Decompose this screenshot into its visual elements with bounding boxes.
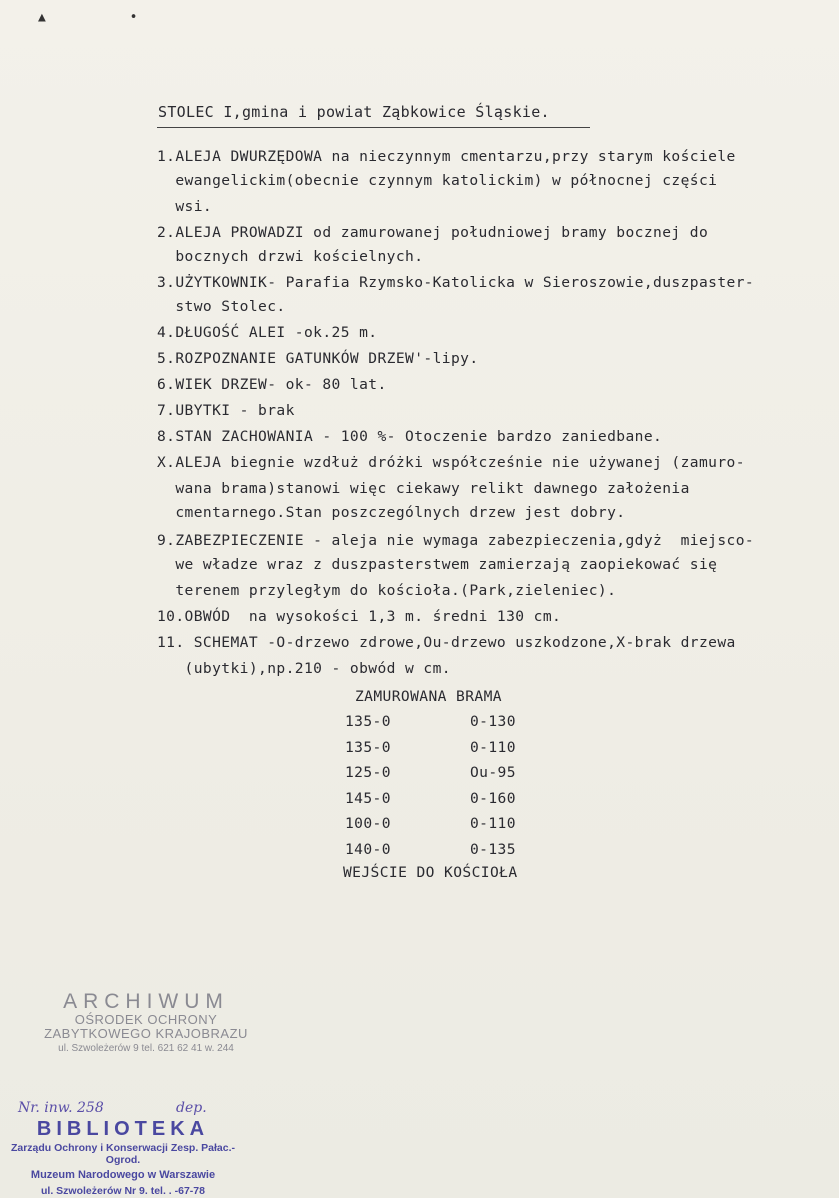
body-line: ewangelickim(obecnie czynnym katolickim) w północnej części	[157, 172, 718, 189]
body-line: 4.DŁUGOŚĆ ALEI -ok.25 m.	[157, 324, 378, 341]
body-line: bocznych drzwi kościelnych.	[157, 248, 424, 265]
schema-left-tree: 140-0	[345, 840, 391, 858]
archive-stamp-line4: ul. Szwoleżerów 9 tel. 621 62 41 w. 244	[58, 1043, 234, 1054]
body-line: cmentarnego.Stan poszczególnych drzew jest dobry.	[157, 504, 626, 521]
schema-right-tree: 0-160	[470, 789, 516, 807]
archive-stamp-line3: ZABYTKOWEGO KRAJOBRAZU	[44, 1026, 248, 1041]
schema-left-tree: 135-0	[345, 738, 391, 756]
body-line: 6.WIEK DRZEW- ok- 80 lat.	[157, 376, 387, 393]
schema-right-tree: 0-130	[470, 713, 516, 730]
body-line: X.ALEJA biegnie wzdłuż dróżki współcześnie nie używanej (zamuro-	[157, 454, 745, 471]
body-line: stwo Stolec.	[157, 298, 286, 315]
body-line: wana brama)stanowi więc ciekawy relikt dawnego założenia	[157, 480, 690, 497]
body-line: 2.ALEJA PROWADZI od zamurowanej południowej bramy bocznej do	[157, 224, 709, 241]
library-stamp-line1: BIBLIOTEKA	[36, 1118, 210, 1140]
body-line: (ubytki),np.210 - obwód w cm.	[157, 660, 451, 677]
library-stamp	[8, 1118, 238, 1197]
body-line: 5.ROZPOZNANIE GATUNKÓW DRZEW'-lipy.	[157, 350, 479, 367]
handwritten-inventory-number: Nr. inw. 258	[18, 1100, 104, 1116]
schema-top-label: ZAMUROWANA BRAMA	[355, 688, 502, 705]
library-stamp-line4: ul. Szwoleżerów Nr 9. tel. . -67-78	[41, 1185, 205, 1197]
schema-left-tree: 100-0	[345, 815, 391, 832]
schema-left-tree: 125-0	[345, 764, 391, 781]
body-line: 3.UŻYTKOWNIK- Parafia Rzymsko-Katolicka w Sieroszowie,duszpaster-	[157, 274, 755, 291]
body-line: 8.STAN ZACHOWANIA - 100 %- Otoczenie bardzo zaniedbane.	[157, 428, 663, 445]
schema-right-tree: 0-135	[470, 840, 516, 858]
body-line: 1.ALEJA DWURZĘDOWA na nieczynnym cmentarzu,przy starym kościele	[157, 148, 736, 165]
schema-right-tree: 0-110	[470, 815, 516, 832]
body-line: 11. SCHEMAT -O-drzewo zdrowe,Ou-drzewo uszkodzone,X-brak drzewa	[157, 634, 736, 651]
title-underline	[157, 127, 590, 128]
document-title: STOLEC I,gmina i powiat Ząbkowice Śląskie.	[158, 103, 550, 121]
body-line: wsi.	[157, 198, 213, 215]
handwritten-dep-note: dep.	[176, 1100, 207, 1116]
body-line: terenem przyległym do kościoła.(Park,zieleniec).	[157, 582, 617, 599]
corner-marks: ▲ •	[38, 10, 176, 25]
schema-right-tree: Ou-95	[470, 764, 516, 781]
archive-stamp	[36, 990, 256, 1054]
body-line: we władze wraz z duszpasterstwem zamierzają zaopiekować się	[157, 556, 718, 573]
body-line: 9.ZABEZPIECZENIE - aleja nie wymaga zabezpieczenia,gdyż miejsco-	[157, 532, 755, 549]
schema-left-tree: 145-0	[345, 789, 391, 807]
library-stamp-line2: Zarządu Ochrony i Konserwacji Zesp. Pałac.-Ogrod.	[10, 1142, 236, 1166]
schema-right-tree: 0-110	[470, 738, 516, 756]
archive-stamp-line2: OŚRODEK OCHRONY	[74, 1012, 218, 1027]
archive-stamp-line1: ARCHIWUM	[63, 990, 229, 1013]
schema-left-tree: 135-0	[345, 713, 391, 730]
library-stamp-line3: Muzeum Narodowego w Warszawie	[30, 1169, 216, 1181]
body-line: 7.UBYTKI - brak	[157, 402, 295, 419]
schema-bottom-label: WEJŚCIE DO KOŚCIOŁA	[343, 864, 518, 881]
body-line: 10.OBWÓD na wysokości 1,3 m. średni 130 cm.	[157, 608, 562, 625]
